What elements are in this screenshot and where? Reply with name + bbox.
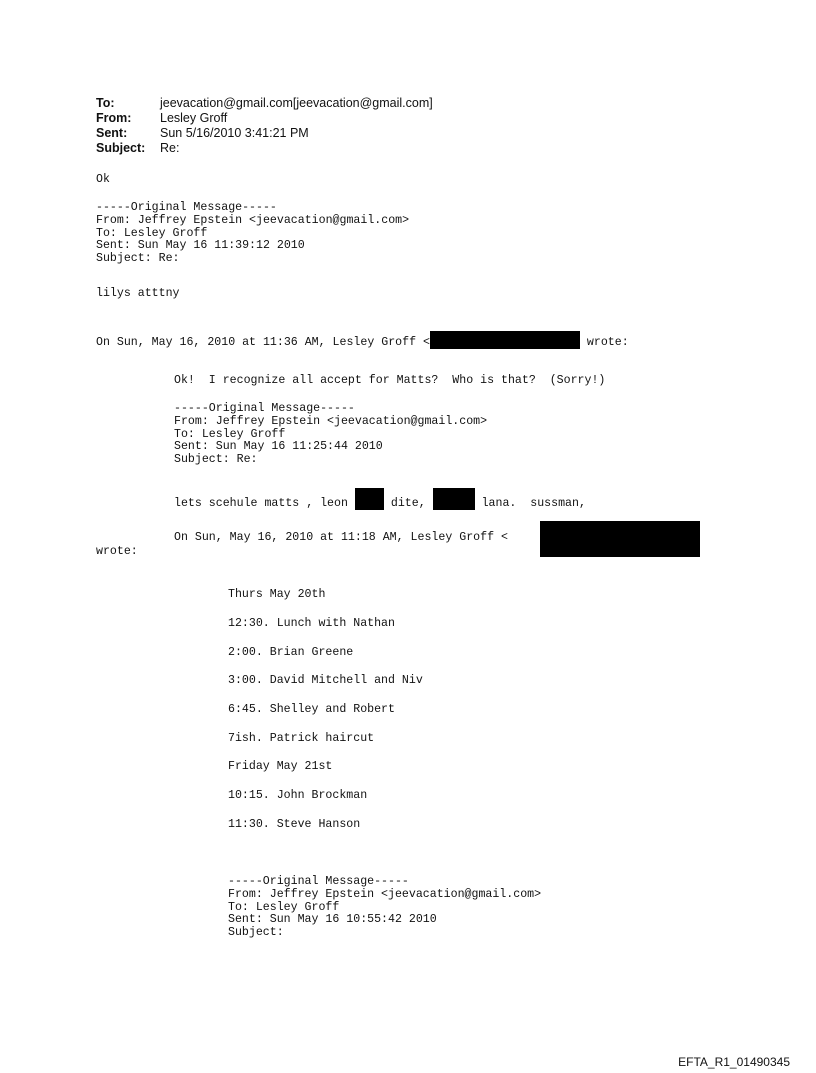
from-line: From: Jeffrey Epstein <jeevacation@gmail.com> bbox=[174, 414, 488, 428]
original-message-2 bbox=[174, 403, 487, 467]
divider: -----Original Message----- bbox=[96, 201, 277, 214]
attribution-text: On Sun, May 16, 2010 at 11:36 AM, Lesley Groff < bbox=[96, 336, 430, 349]
schedule-item: Thurs May 20th bbox=[228, 588, 326, 601]
original-message-3 bbox=[228, 876, 541, 940]
document-id: EFTA_R1_01490345 bbox=[678, 1055, 790, 1069]
divider: -----Original Message----- bbox=[174, 402, 355, 415]
from-line: From: Jeffrey Epstein <jeevacation@gmail.com> bbox=[228, 887, 542, 901]
sent-line: Sent: Sun May 16 11:25:44 2010 bbox=[174, 440, 383, 454]
subject-line: Subject: Re: bbox=[96, 252, 180, 266]
schedule-item: 12:30. Lunch with Nathan bbox=[228, 617, 395, 630]
sent-line: Sent: Sun May 16 11:39:12 2010 bbox=[96, 239, 305, 253]
original-message-1 bbox=[96, 202, 409, 266]
message-text: lilys atttny bbox=[96, 287, 180, 300]
divider: -----Original Message----- bbox=[228, 875, 409, 888]
schedule-item: Friday May 21st bbox=[228, 760, 333, 773]
redaction-box bbox=[433, 488, 475, 510]
subject-row bbox=[96, 141, 433, 156]
subject-line: Subject: Re: bbox=[174, 453, 258, 467]
scheduling-text bbox=[174, 488, 586, 511]
subject-value: Re: bbox=[160, 141, 180, 155]
sent-line: Sent: Sun May 16 10:55:42 2010 bbox=[228, 913, 437, 927]
subject-label: Subject: bbox=[96, 141, 146, 155]
to-label: To: bbox=[96, 96, 115, 110]
schedule-item: 3:00. David Mitchell and Niv bbox=[228, 674, 423, 687]
text-part: lana. sussman, bbox=[474, 497, 586, 510]
schedule-item: 6:45. Shelley and Robert bbox=[228, 703, 395, 716]
redaction-box bbox=[540, 521, 700, 557]
sent-label: Sent: bbox=[96, 126, 128, 140]
to-line: To: Lesley Groff bbox=[96, 226, 208, 240]
quoted-reply-text: Ok! I recognize all accept for Matts? Who is that? (Sorry!) bbox=[174, 374, 606, 387]
text-part: lets scehule matts , leon bbox=[174, 497, 355, 510]
from-line: From: Jeffrey Epstein <jeevacation@gmail.com> bbox=[96, 213, 410, 227]
schedule-item: 10:15. John Brockman bbox=[228, 789, 368, 802]
email-header bbox=[96, 96, 433, 156]
to-row bbox=[96, 96, 433, 111]
to-line: To: Lesley Groff bbox=[228, 900, 340, 914]
sent-row bbox=[96, 126, 433, 141]
quote-attribution-wrote: wrote: bbox=[96, 545, 138, 558]
schedule-item: 11:30. Steve Hanson bbox=[228, 818, 361, 831]
to-line: To: Lesley Groff bbox=[174, 427, 286, 441]
subject-line: Subject: bbox=[228, 926, 284, 940]
schedule-item: 7ish. Patrick haircut bbox=[228, 732, 375, 745]
from-row bbox=[96, 111, 433, 126]
from-value: Lesley Groff bbox=[160, 111, 228, 125]
sent-value: Sun 5/16/2010 3:41:21 PM bbox=[160, 126, 309, 140]
text-part: dite, bbox=[383, 497, 433, 510]
to-value: jeevacation@gmail.com[jeevacation@gmail.com] bbox=[160, 96, 433, 110]
schedule-item: 2:00. Brian Greene bbox=[228, 646, 354, 659]
attribution-suffix: wrote: bbox=[579, 336, 629, 349]
redaction-box bbox=[430, 331, 580, 349]
quote-attribution-2: On Sun, May 16, 2010 at 11:18 AM, Lesley Groff < bbox=[174, 531, 508, 544]
quote-attribution-1 bbox=[96, 331, 629, 350]
reply-text: Ok bbox=[96, 173, 110, 186]
redaction-box bbox=[355, 488, 384, 510]
from-label: From: bbox=[96, 111, 132, 125]
